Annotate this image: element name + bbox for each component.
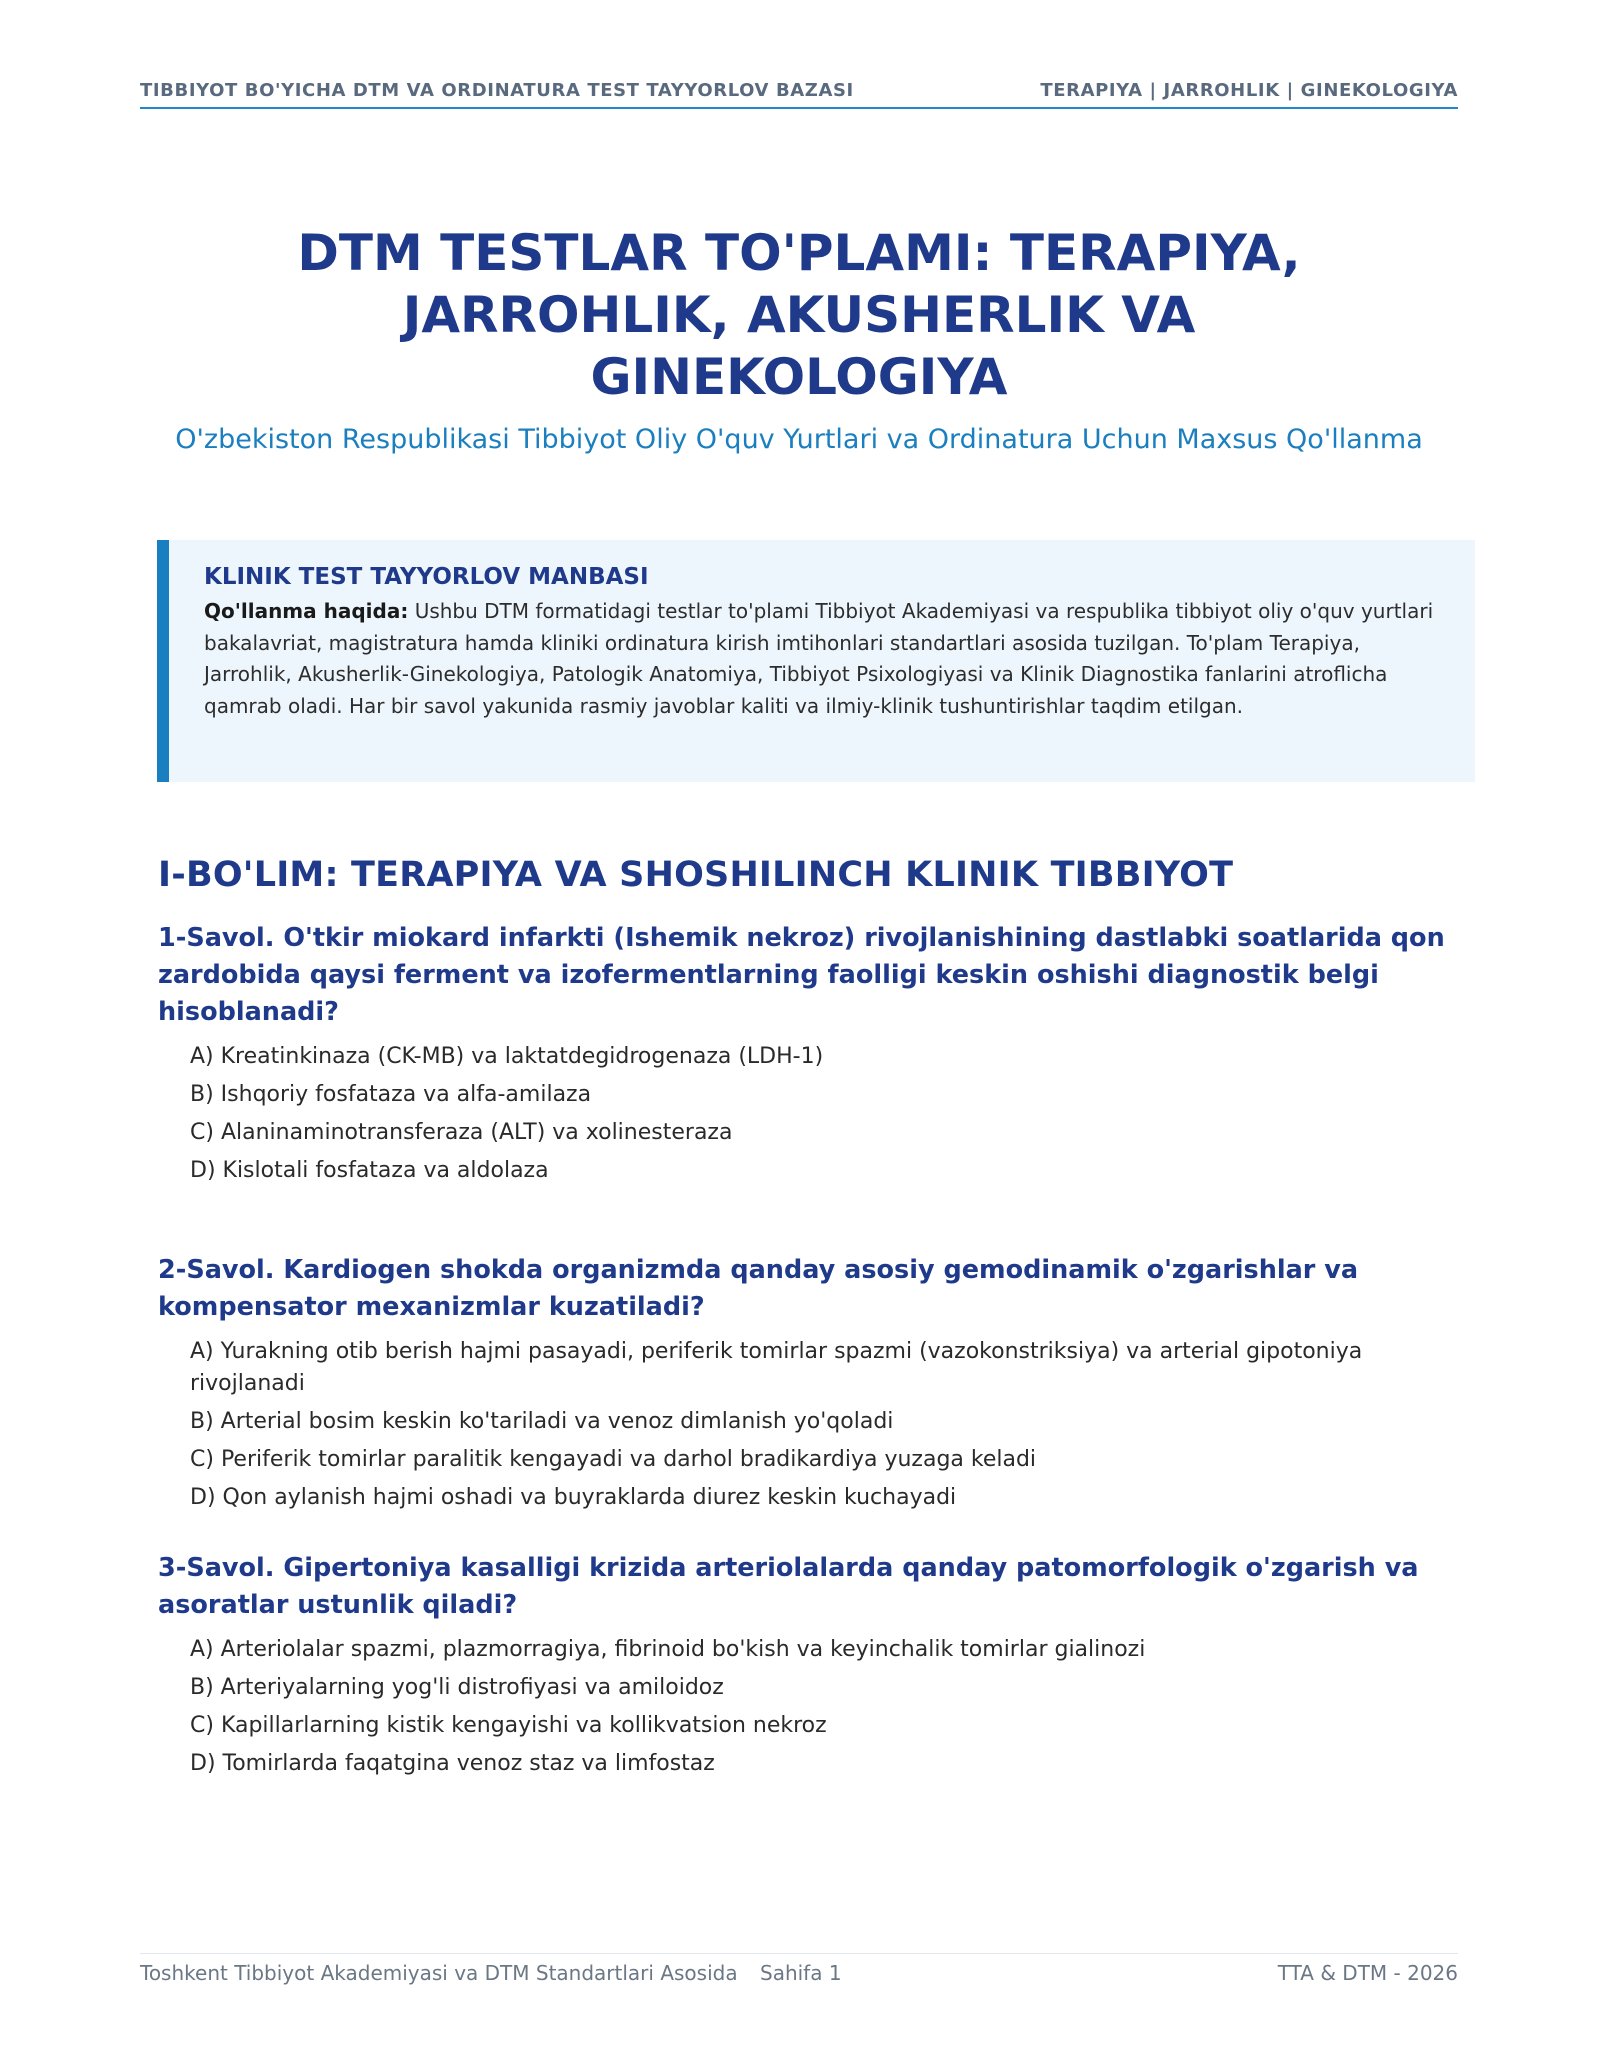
info-callout-body <box>204 596 1439 722</box>
answer-option-c: C) Periferik tomirlar paralitik kengayadi va darhol bradikardiya yuzaga keladi <box>190 1447 1037 1472</box>
page-footer <box>140 1961 1458 1991</box>
answer-option-d: D) Qon aylanish hajmi oshadi va buyraklarda diurez keskin kuchayadi <box>190 1485 957 1510</box>
answer-option-a: A) Yurakning otib berish hajmi pasayadi, periferik tomirlar spazmi (vazokonstriksiya) va arterial gipotoniya rivojlanadi <box>190 1339 1363 1396</box>
answer-option-a: A) Arteriolalar spazmi, plazmorragiya, fibrinoid bo'kish va keyinchalik tomirlar gialinozi <box>190 1637 1146 1662</box>
answer-option-c: C) Alaninaminotransferaza (ALT) va xolinesteraza <box>190 1120 733 1145</box>
header-left-text: TIBBIYOT BO'YICHA DTM VA ORDINATURA TEST TAYYORLOV BAZASI <box>140 80 854 101</box>
footer-divider <box>140 1953 1458 1954</box>
section-heading: I-BO'LIM: TERAPIYA VA SHOSHILINCH KLINIK TIBBIYOT <box>158 855 1234 895</box>
answer-options <box>158 1041 1448 1187</box>
question-1 <box>158 920 1448 1193</box>
answer-options <box>158 1336 1448 1514</box>
info-callout-title: KLINIK TEST TAYYORLOV MANBASI <box>204 564 649 590</box>
info-callout <box>157 540 1475 782</box>
info-callout-text: Ushbu DTM formatidagi testlar to'plami Tibbiyot Akademiyasi va respublika tibbiyot oliy o'quv yurtlari bakalavriat, magistratura hamda kliniki ordinatura kirish imtihonlari standartlari asosida tuzilgan. To'plam Terapiya, Jarrohlik, Akusherlik-Ginekologiya, Patologik Anatomiya, Tibbiyot Psixologiyasi va Klinik Diagnostika fanlarini atroflicha qamrab oladi. Har bir savol yakunida rasmiy javoblar kaliti va ilmiy-klinik tushuntirishlar taqdim etilgan. <box>204 599 1434 718</box>
page-number: Sahifa 1 <box>760 1961 842 1985</box>
answer-option-b: B) Ishqoriy fosfataza va alfa-amilaza <box>190 1082 592 1107</box>
footer-right-text: TTA & DTM - 2026 <box>1277 1961 1458 1985</box>
answer-option-c: C) Kapillarlarning kistik kengayishi va kollikvatsion nekroz <box>190 1713 827 1738</box>
answer-option-d: D) Kislotali fosfataza va aldolaza <box>190 1158 549 1183</box>
answer-option-b: B) Arterial bosim keskin ko'tariladi va venoz dimlanish yo'qoladi <box>190 1409 894 1434</box>
answer-option-a: A) Kreatinkinaza (CK-MB) va laktatdegidrogenaza (LDH-1) <box>190 1044 824 1069</box>
page-title: DTM TESTLAR TO'PLAMI: TERAPIYA, JARROHLIK, AKUSHERLIK VA GINEKOLOGIYA <box>297 224 1301 406</box>
question-text: 1-Savol. O'tkir miokard infarkti (Ishemik nekroz) rivojlanishining dastlabki soatlarida qon zardobida qaysi ferment va izofermentlarning faolligi keskin oshishi diagnostik belgi hisoblanadi? <box>158 923 1445 1027</box>
answer-option-d: D) Tomirlarda faqatgina venoz staz va limfostaz <box>190 1751 715 1776</box>
question-3 <box>158 1550 1448 1786</box>
answer-options <box>158 1634 1448 1780</box>
answer-option-b: B) Arteriyalarning yog'li distrofiyasi va amiloidoz <box>190 1675 724 1700</box>
question-text: 3-Savol. Gipertoniya kasalligi krizida arteriolalarda qanday patomorfologik o'zgarish va asoratlar ustunlik qiladi? <box>158 1553 1419 1620</box>
info-callout-lead: Qo'llanma haqida: <box>204 599 409 623</box>
question-2 <box>158 1252 1448 1520</box>
running-header <box>140 80 1458 109</box>
question-text: 2-Savol. Kardiogen shokda organizmda qanday asosiy gemodinamik o'zgarishlar va kompensator mexanizmlar kuzatiladi? <box>158 1255 1359 1322</box>
page-subtitle: O'zbekiston Respublikasi Tibbiyot Oliy O'quv Yurtlari va Ordinatura Uchun Maxsus Qo'llanma <box>175 424 1423 455</box>
title-block <box>140 222 1458 459</box>
header-right-text: TERAPIYA | JARROHLIK | GINEKOLOGIYA <box>1040 80 1458 101</box>
footer-left-text: Toshkent Tibbiyot Akademiyasi va DTM Standartlari Asosida <box>140 1961 738 1985</box>
